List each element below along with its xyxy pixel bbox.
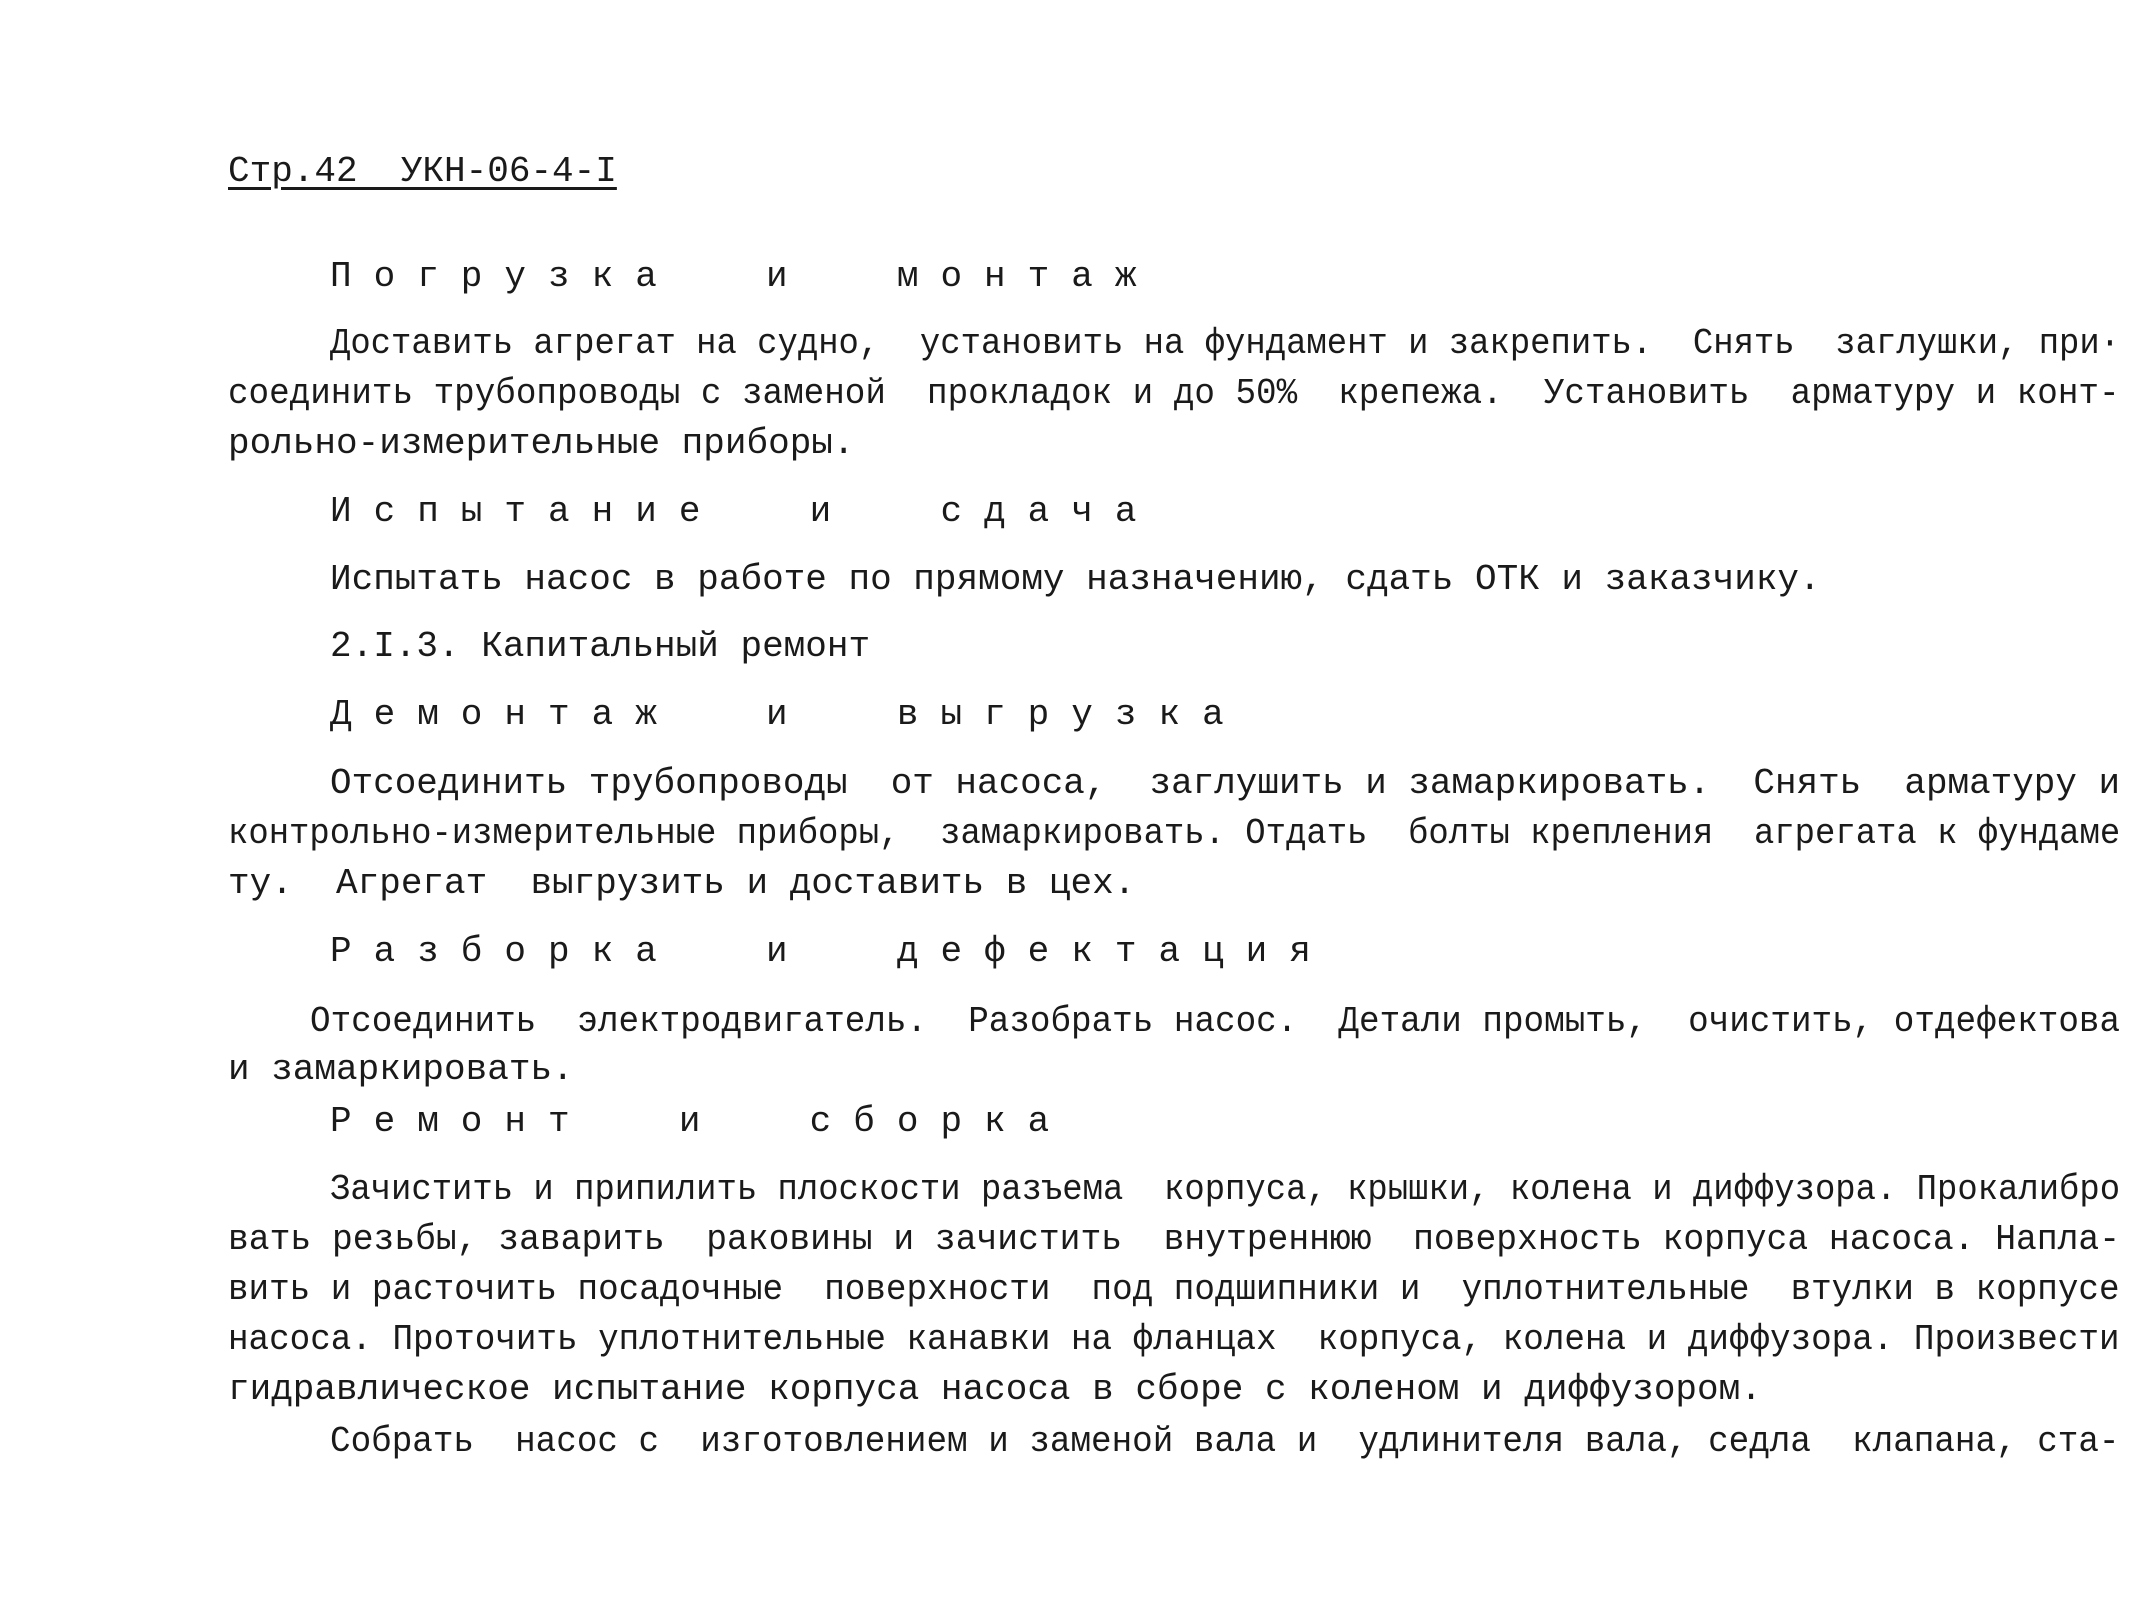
paragraph-line: соединить трубопроводы с заменой прокладок и до 50% крепежа. Установить арматуру и конт-	[228, 373, 2120, 414]
section-title-repair: Ремонт и сборка	[330, 1101, 1072, 1142]
paragraph-line: насоса. Проточить уплотнительные канавки на фланцах корпуса, колена и диффузора. Произвести	[228, 1319, 2120, 1360]
section-title-disassembly: Разборка и дефектация	[330, 931, 1333, 972]
paragraph-line: вить и расточить посадочные поверхности под подшипники и уплотнительные втулки в корпусе	[228, 1269, 2120, 1310]
paragraph-line: Собрать насос с изготовлением и заменой вала и удлинителя вала, седла клапана, ста-	[330, 1421, 2120, 1462]
paragraph-line: гидравлическое испытание корпуса насоса в сборе с коленом и диффузором.	[228, 1369, 1762, 1410]
paragraph-line: Доставить агрегат на судно, установить на фундамент и закрепить. Снять заглушки, при·	[330, 323, 2121, 364]
paragraph-line: Отсоединить электродвигатель. Разобрать насос. Детали промыть, очистить, отдефектова	[310, 1001, 2121, 1042]
subsection-heading: 2.I.3. Капитальный ремонт	[330, 626, 871, 667]
section-title-testing: Испытание и сдача	[330, 491, 1159, 532]
paragraph-line: Зачистить и припилить плоскости разъема корпуса, крышки, колена и диффузора. Прокалибро	[330, 1169, 2121, 1210]
page-header: Стр.42 УКН-06-4-I	[228, 151, 617, 192]
paragraph-line: ту. Агрегат выгрузить и доставить в цех.	[228, 863, 1136, 904]
paragraph-line: контрольно-измерительные приборы, замаркировать. Отдать болты крепления агрегата к фундаме	[228, 813, 2121, 854]
paragraph-line: Отсоединить трубопроводы от насоса, заглушить и замаркировать. Снять арматуру и	[330, 763, 2121, 804]
paragraph-line: и замаркировать.	[228, 1049, 574, 1090]
paragraph-line: рольно-измерительные приборы.	[228, 423, 855, 464]
paragraph-line: вать резьбы, заварить раковины и зачистить внутреннюю поверхность корпуса насоса. Напла-	[228, 1219, 2121, 1260]
paragraph-line: Испытать насос в работе по прямому назначению, сдать ОТК и заказчику.	[330, 559, 1821, 600]
section-title-loading: Погрузка и монтаж	[330, 256, 1159, 297]
section-title-dismantle: Демонтаж и выгрузка	[330, 694, 1246, 735]
